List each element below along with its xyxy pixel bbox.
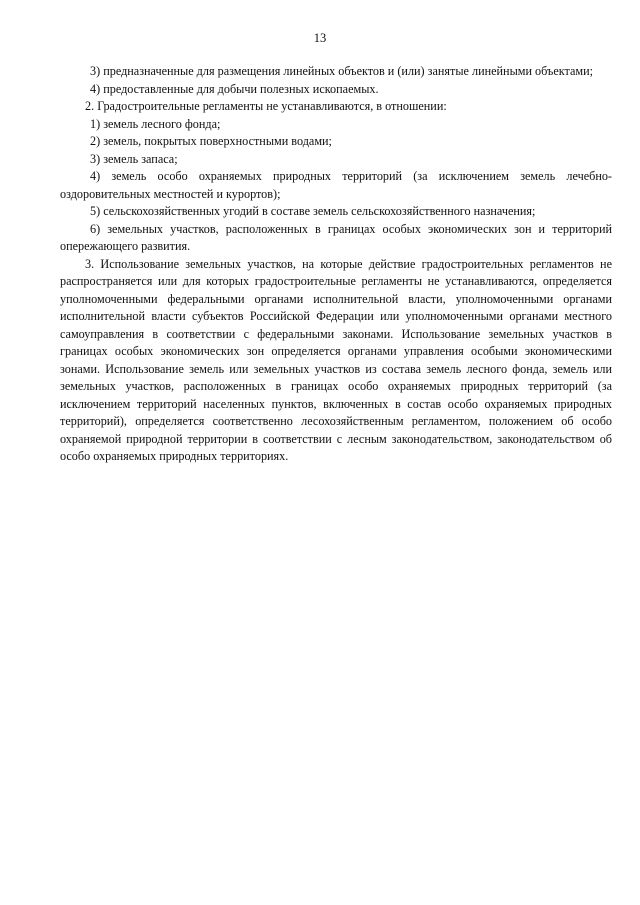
paragraph-item-3-linear-objects: 3) предназначенные для размещения линейных объектов и (или) занятые линейными объектами; xyxy=(90,64,594,78)
document-body xyxy=(60,63,612,466)
paragraph-section-3: 3. Использование земельных участков, на которые действие градостроительных регламентов не распространяется или для которых градостроительные регламенты не устанавливаются, определяется уполномоченными федеральными органами исполнительной власти, уполномоченными органами исполнительной власти субъектов Российской Федерации или уполномоченными органами местного самоуправления в соответствии с федеральными законами. Использование земельных участков в границах особых экономических зон определяется органами управления особыми экономическими зонами. Использование земель или земельных участков из состава земель лесного фонда, земель или земельных участков, расположенных в границах особо охраняемых природных территорий (за исключением территорий населенных пунктов, включенных в состав особо охраняемых природных территорий), определяется соответственно лесохозяйственным регламентом, положением об особо охраняемой природной территории в соответствии с лесным законодательством, законодательством об особо охраняемых природных территориях. xyxy=(60,256,612,463)
paragraph-item-4-mineral-extraction: 4) предоставленные для добычи полезных ископаемых. xyxy=(90,81,379,96)
paragraph-section-2: 2. Градостроительные регламенты не устанавливаются, в отношении: xyxy=(85,99,447,113)
paragraph-item-3-reserve-lands: 3) земель запаса; xyxy=(90,151,178,166)
paragraph-item-6-economic-zones: 6) земельных участков, расположенных в границах особых экономических зон и территорий опережающего развития. xyxy=(60,221,612,253)
paragraph-item-4-protected-territories: 4) земель особо охраняемых природных территорий (за исключением земель лечебно-оздоровительных местностей и курортов); xyxy=(60,169,612,201)
paragraph-item-2-surface-waters: 2) земель, покрытых поверхностными водами; xyxy=(90,134,332,148)
page-number: 13 xyxy=(313,31,327,45)
paragraph-item-1-forest-fund: 1) земель лесного фонда; xyxy=(90,116,221,131)
paragraph-item-5-agricultural-lands: 5) сельскохозяйственных угодий в составе земель сельскохозяйственного назначения; xyxy=(90,204,536,218)
